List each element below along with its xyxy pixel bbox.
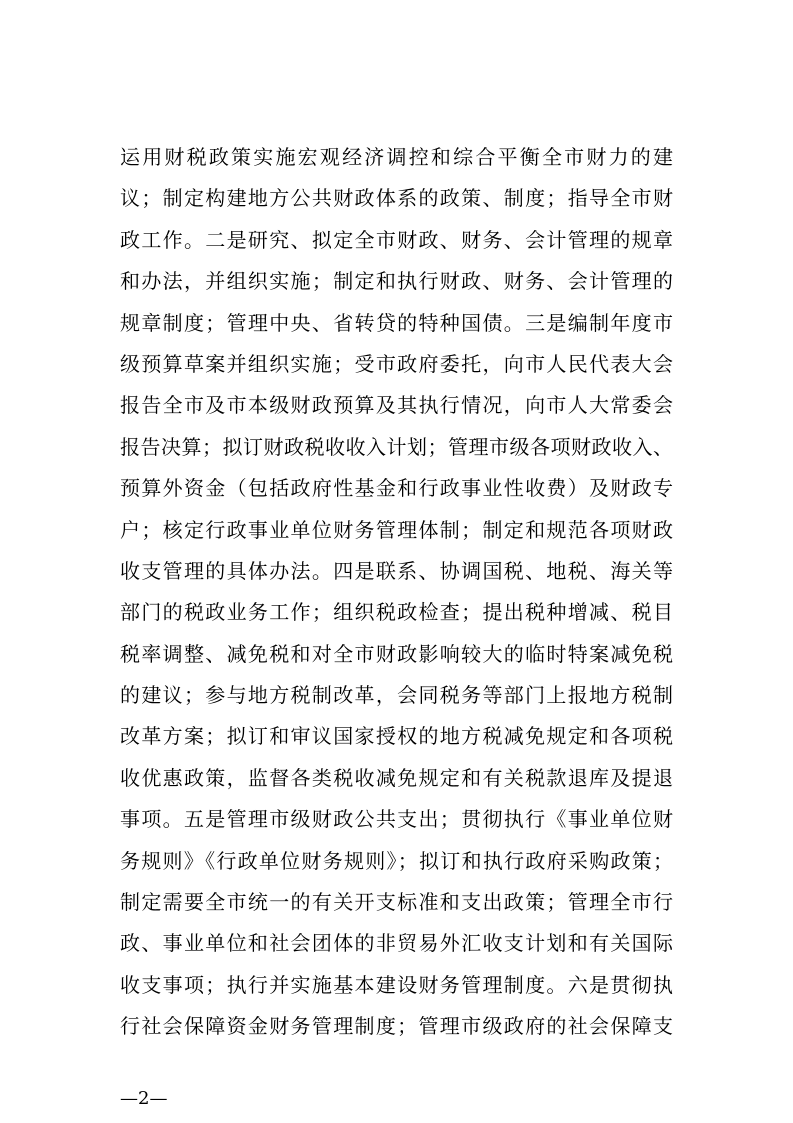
body-text-line: 议；制定构建地方公共财政体系的政策、制度；指导全市财 — [120, 186, 673, 211]
body-text-line: 报告决算；拟订财政税收收入计划；管理市级各项财政收入、 — [120, 434, 673, 459]
body-text-line: 政工作。二是研究、拟定全市财政、财务、会计管理的规章 — [120, 227, 673, 252]
body-text-line: 改革方案；拟订和审议国家授权的地方税减免规定和各项税 — [120, 724, 673, 749]
body-text-line: 预算外资金（包括政府性基金和行政事业性收费）及财政专 — [120, 476, 673, 501]
body-text-line: 收支管理的具体办法。四是联系、协调国税、地税、海关等 — [120, 558, 673, 583]
body-text-line: 户；核定行政事业单位财务管理体制；制定和规范各项财政 — [120, 517, 673, 542]
body-text-line: 收优惠政策，监督各类税收减免规定和有关税款退库及提退 — [120, 765, 673, 790]
body-text-line: 税率调整、减免税和对全市财政影响较大的临时特案减免税 — [120, 641, 673, 666]
body-text-line: 事项。五是管理市级财政公共支出；贯彻执行《事业单位财 — [120, 807, 673, 832]
body-text-line: 规章制度；管理中央、省转贷的特种国债。三是编制年度市 — [120, 310, 673, 335]
document-body — [120, 137, 673, 1048]
body-text-line: 的建议；参与地方税制改革，会同税务等部门上报地方税制 — [120, 683, 673, 708]
body-text-line: 行社会保障资金财务管理制度；管理市级政府的社会保障支 — [120, 1014, 673, 1039]
body-text-line: 收支事项；执行并实施基本建设财务管理制度。六是贯彻执 — [120, 972, 673, 997]
body-text-line: 报告全市及市本级财政预算及其执行情况，向市人大常委会 — [120, 393, 673, 418]
body-text-line: 务规则》《行政单位财务规则》；拟订和执行政府采购政策； — [120, 848, 673, 873]
body-text-line: 部门的税政业务工作；组织税政检查；提出税种增减、税目 — [120, 600, 673, 625]
body-text-line: 和办法，并组织实施；制定和执行财政、财务、会计管理的 — [120, 269, 673, 294]
body-text-line: 级预算草案并组织实施；受市政府委托，向市人民代表大会 — [120, 351, 673, 376]
page-number: —2— — [120, 1088, 168, 1109]
body-text-line: 制定需要全市统一的有关开支标准和支出政策；管理全市行 — [120, 890, 673, 915]
body-text-line: 运用财税政策实施宏观经济调控和综合平衡全市财力的建 — [120, 145, 673, 169]
body-text-line: 政、事业单位和社会团体的非贸易外汇收支计划和有关国际 — [120, 931, 673, 956]
